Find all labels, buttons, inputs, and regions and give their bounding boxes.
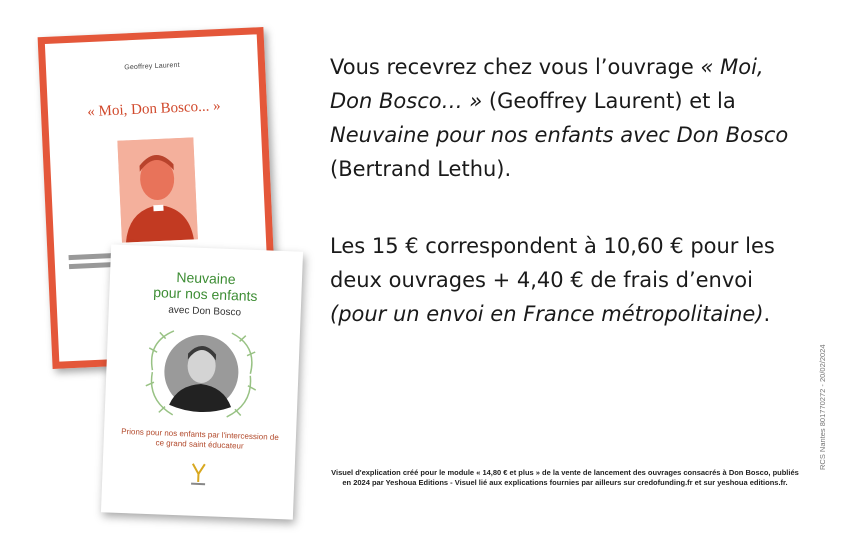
- publisher-logo-icon: [188, 462, 209, 487]
- shipping-note: (pour un envoi en France métropolitaine): [330, 302, 764, 326]
- paragraph-books: Vous recevrez chez vous l’ouvrage « Moi, Don Bosco… » (Geoffrey Laurent) et la Neuvaine pour nos enfants avec Don Bosco (Bertrand Lethu).: [330, 55, 789, 181]
- book2-title-line2: pour nos enfants: [152, 284, 258, 305]
- footnote: Visuel d'explication créé pour le module « 14,80 € et plus » de la vente de lancement des ouvrages consacrés à Don Bosco, publiés en 2024 par Yeshoua Editions - Visuel lié aux explications fournies par ailleurs sur credofunding.fr et sur yeshoua editions.fr.: [331, 468, 799, 487]
- paragraph-price: Les 15 € correspondent à 10,60 € pour les deux ouvrages + 4,40 € de frais d’envoi (pour un envoi en France métropolitaine).: [330, 234, 775, 326]
- book1-portrait: [117, 137, 198, 242]
- book2-title-line1: Neuvaine: [176, 268, 236, 288]
- book2-wreath-portrait: [141, 322, 263, 422]
- book2-title: [109, 266, 302, 305]
- main-text: [330, 50, 800, 331]
- book2-title-line3: avec Don Bosco: [168, 304, 242, 319]
- book2-title-ref: Neuvaine pour nos enfants avec Don Bosco: [330, 123, 789, 147]
- book2-subtitle: Prions pour nos enfants par l'intercession de ce grand saint éducateur: [121, 426, 279, 451]
- book1-title: « Moi, Don Bosco... »: [86, 98, 221, 121]
- book1-title-ref: « Moi, Don Bosco… »: [330, 55, 764, 113]
- book1-author: Geoffrey Laurent: [124, 61, 180, 72]
- book-cover-neuvaine: [101, 244, 303, 519]
- rcs-side-note: RCS Nantes 801770272 - 20/02/2024: [818, 344, 827, 470]
